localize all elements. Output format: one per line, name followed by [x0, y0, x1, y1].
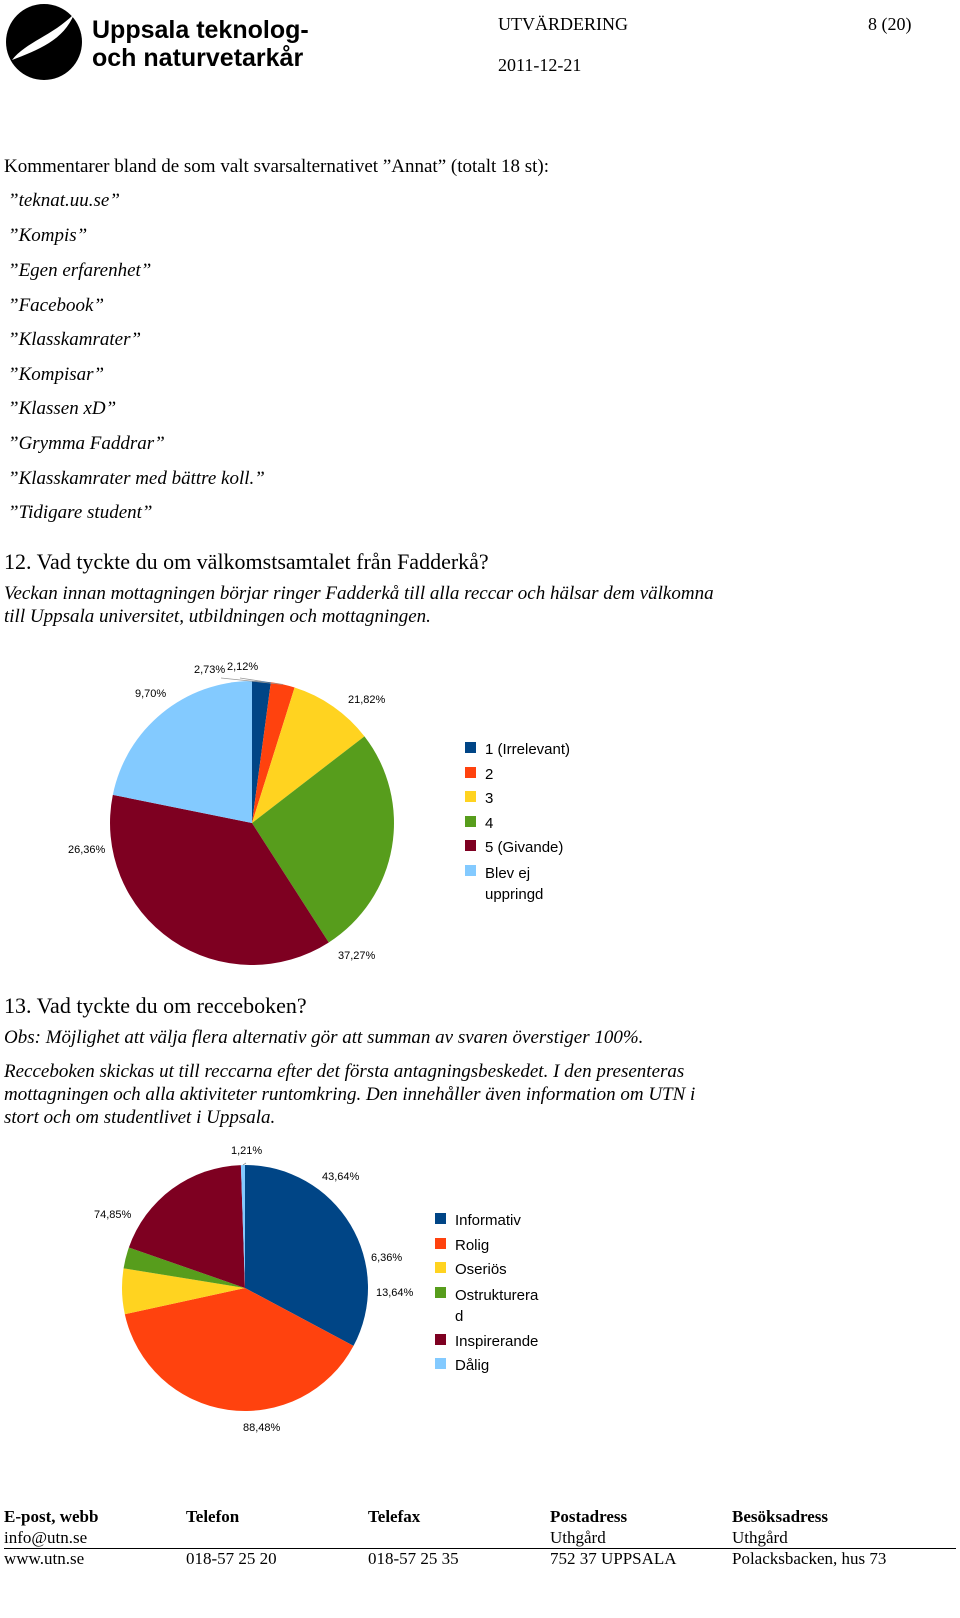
data-label: 1,21%: [231, 1145, 263, 1157]
legend-label: Ostrukturera: [455, 1286, 539, 1304]
document-type: UTVÄRDERING: [498, 14, 628, 34]
data-label: 2,12%: [227, 661, 259, 673]
legend-item: [435, 1234, 550, 1259]
comment-item: ”Klassen xD”: [8, 398, 117, 419]
legend-label: Dålig: [455, 1357, 490, 1374]
page-number: 8 (20): [868, 14, 912, 34]
legend-item: [435, 1209, 550, 1234]
legend-label: 3: [485, 790, 494, 807]
legend-swatch: [435, 1287, 446, 1298]
q12-description-line1: Veckan innan mottagningen börjar ringer Fadderkå till alla reccar och hälsar dem välkomna: [4, 583, 714, 604]
data-label: 37,27%: [338, 950, 376, 962]
org-name-line2: och naturvetarkår: [92, 44, 304, 72]
footer-email[interactable]: info@utn.se: [4, 1528, 88, 1547]
legend-item: [465, 836, 580, 861]
footer-phone-number: 018-57 25 20: [186, 1549, 277, 1568]
data-label: 43,64%: [322, 1171, 360, 1183]
data-label: 9,70%: [135, 688, 167, 700]
comment-item: ”Egen erfarenhet”: [8, 260, 152, 281]
legend-label: Informativ: [455, 1212, 521, 1229]
q13-note: Obs: Möjlighet att välja flera alternativ gör att summan av svaren överstiger 100%.: [4, 1027, 644, 1048]
legend-swatch: [465, 816, 476, 827]
legend-swatch: [435, 1262, 446, 1273]
footer-heading: Telefon: [186, 1507, 240, 1526]
legend-label: 1 (Irrelevant): [485, 741, 571, 758]
legend-swatch: [465, 865, 476, 876]
org-name: [92, 16, 309, 72]
q12-pie-chart: [0, 650, 460, 970]
q13-title: 13. Vad tyckte du om recceboken?: [4, 993, 307, 1018]
comment-item: ”Facebook”: [8, 295, 105, 316]
legend-item: [465, 787, 580, 812]
leader-line: [243, 1163, 246, 1165]
legend-item: [435, 1354, 550, 1379]
footer-visit: [732, 1506, 886, 1569]
legend-label: Rolig: [455, 1236, 490, 1254]
footer-heading: Besöksadress: [732, 1507, 829, 1526]
comment-item: ”Kompisar”: [8, 364, 105, 385]
q12-title: 12. Vad tyckte du om välkomstsamtalet från Fadderkå?: [4, 549, 489, 574]
legend-item: [465, 812, 580, 837]
legend-label: 2: [485, 765, 494, 783]
footer-visit-line2: Polacksbacken, hus 73: [732, 1549, 887, 1568]
legend-label: Inspirerande: [455, 1332, 539, 1350]
legend-item: [465, 763, 580, 788]
legend-item: [435, 1285, 550, 1327]
legend-item: [465, 863, 580, 905]
footer-visit-line1: Uthgård: [732, 1528, 788, 1547]
footer-web[interactable]: www.utn.se: [4, 1549, 85, 1568]
legend-swatch: [465, 791, 476, 802]
comment-item: ”Klasskamrater”: [8, 329, 142, 350]
comments-intro: Kommentarer bland de som valt svarsalternativet ”Annat” (totalt 18 st):: [4, 156, 550, 177]
data-label: 21,82%: [348, 694, 386, 706]
legend-label: 4: [485, 814, 494, 832]
footer-line: [368, 1527, 459, 1548]
footer-heading: Postadress: [550, 1507, 628, 1526]
legend-swatch: [435, 1238, 446, 1249]
org-logo: [4, 2, 84, 82]
legend-label: 5 (Givande): [485, 839, 564, 856]
legend-swatch: [435, 1334, 446, 1345]
data-label: 88,48%: [243, 1422, 281, 1434]
legend-item: [435, 1258, 550, 1283]
legend-item: [435, 1330, 550, 1355]
data-label: 2,73%: [194, 664, 226, 676]
legend-label: Oseriös: [455, 1261, 507, 1278]
legend-swatch: [465, 742, 476, 753]
q13-description-line2: mottagningen och alla aktiviteter runtomkring. Den innehåller även information om UTN i: [4, 1084, 696, 1105]
legend-label: d: [455, 1307, 464, 1325]
document-date: 2011-12-21: [498, 55, 582, 75]
legend-item: [465, 738, 580, 763]
q13-pie-chart: [0, 1135, 460, 1445]
footer-postal: [550, 1506, 677, 1569]
q13-description-line3: stort och om studentlivet i Uppsala.: [4, 1107, 276, 1128]
comment-item: ”Tidigare student”: [8, 502, 153, 523]
footer-postal-line1: Uthgård: [550, 1528, 606, 1547]
legend-swatch: [465, 840, 476, 851]
comment-item: ”Grymma Faddrar”: [8, 433, 165, 454]
comment-item: ”Klasskamrater med bättre koll.”: [8, 468, 265, 489]
legend-label: uppringd: [485, 885, 544, 903]
legend-swatch: [435, 1213, 446, 1224]
data-label: 74,85%: [94, 1209, 132, 1221]
footer-fax: [368, 1506, 459, 1569]
q13-legend: [435, 1209, 550, 1379]
q13-description-line1: Recceboken skickas ut till reccarna efter det första antagningsbeskedet. I den presenteras: [4, 1061, 685, 1082]
footer-email-web: [4, 1506, 98, 1569]
data-label: 6,36%: [371, 1252, 403, 1264]
footer-postal-line2: 752 37 UPPSALA: [550, 1549, 677, 1568]
q12-description-line2: till Uppsala universitet, utbildningen och mottagningen.: [4, 606, 431, 627]
footer: [4, 1506, 954, 1576]
data-label: 13,64%: [376, 1287, 414, 1299]
comment-item: ”Kompis”: [8, 225, 88, 246]
footer-line: [186, 1527, 277, 1548]
legend-swatch: [435, 1358, 446, 1369]
footer-phone: [186, 1506, 277, 1569]
legend-swatch: [465, 767, 476, 778]
data-label: 26,36%: [68, 844, 106, 856]
q12-legend: [465, 738, 580, 905]
footer-fax-number: 018-57 25 35: [368, 1549, 459, 1568]
footer-heading: E-post, webb: [4, 1507, 99, 1526]
org-name-line1: Uppsala teknolog-: [92, 16, 309, 44]
comment-item: ”teknat.uu.se”: [8, 190, 120, 211]
footer-heading: Telefax: [368, 1507, 421, 1526]
legend-label: Blev ej: [485, 864, 531, 882]
